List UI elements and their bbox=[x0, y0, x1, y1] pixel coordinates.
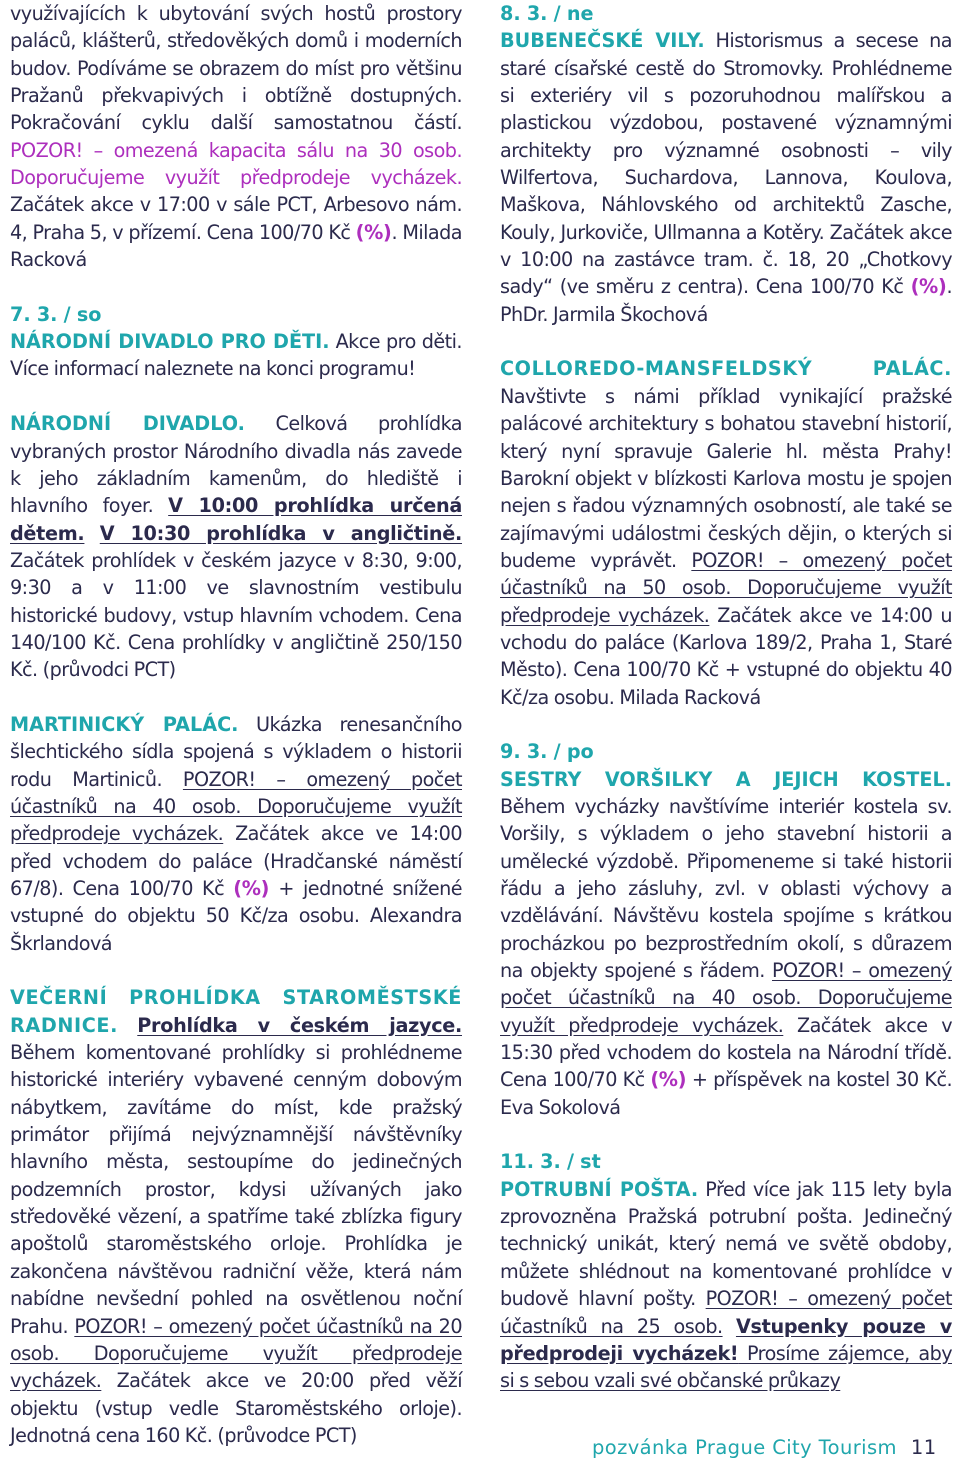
event-text: Začátek akce ve 14:00 před vchodem do paláce (Hradčanské náměstí 67/8). Cena 100/70 Kč bbox=[10, 822, 462, 900]
footer-label: pozvánka Prague City Tourism bbox=[592, 1436, 897, 1459]
spacer bbox=[10, 383, 462, 410]
event-text: Celková prohlídka vybraných prostor Národního divadla nás zavede k jeho základním kamenům, do hlediště i hlavního foyer. bbox=[10, 412, 462, 518]
capacity-warning: POZOR! – omezený počet účastníků na 40 osob. Doporučujeme využít předprodeje vycházek. bbox=[10, 767, 462, 846]
event-title: NÁRODNÍ DIVADLO PRO DĚTI. bbox=[10, 330, 330, 354]
event-bubenecske-vily bbox=[500, 0, 952, 328]
spacer bbox=[10, 273, 462, 300]
event-text: Akce pro děti. Více informací naleznete na konci programu! bbox=[10, 330, 462, 381]
spacer bbox=[500, 711, 952, 738]
left-column bbox=[10, 0, 462, 1449]
event-vecerni-prohlidka bbox=[10, 984, 462, 1449]
event-narodni-divadlo-pro-deti bbox=[10, 301, 462, 383]
event-title: MARTINICKÝ PALÁC. bbox=[10, 712, 239, 736]
event-martinicky-palac bbox=[10, 711, 462, 957]
event-title: SESTRY VORŠILKY A JEJICH KOSTEL. bbox=[500, 767, 952, 791]
event-potrubni-posta bbox=[500, 1148, 952, 1394]
event-text: Prosíme zájemce, aby si s sebou vzali své občanské průkazy bbox=[500, 1341, 952, 1393]
page-number: 11 bbox=[910, 1436, 937, 1459]
english-tour-note: V 10:30 prohlídka v angličtině. bbox=[99, 521, 462, 545]
event-title: VEČERNÍ PROHLÍDKA STAROMĚSTSKÉ RADNICE. bbox=[10, 986, 462, 1037]
discount-badge: (%) bbox=[650, 1068, 687, 1092]
event-text: Během komentované prohlídky si prohlédneme historické interiéry vybavené cenným dobovým nábytkem, zavítáme do míst, kde pražský primátor přijímá nejvýznamnější návštěvníky hlavního města, sestoupíme do jedinečných podzemních prostor, kdysi užívaných jako středověké vězení, a spatříme také zblízka figury apoštolů staroměstského orloje. Prohlídka je zakončena návštěvou radniční věže, která nám nabídne nevšední pohled na osvětlenou noční Prahu. bbox=[10, 1041, 462, 1338]
czech-tour-note: Prohlídka v českém jazyce. bbox=[137, 1013, 462, 1037]
event-title: BUBENEČSKÉ VILY. bbox=[500, 29, 705, 53]
intro-paragraph bbox=[10, 0, 462, 273]
discount-badge: (%) bbox=[910, 275, 947, 299]
intro-details: Začátek akce v 17:00 v sále PCT, Arbesovo nám. 4, Praha 5, v přízemí. Cena 100/70 Kč bbox=[10, 193, 462, 244]
capacity-warning: POZOR! – omezený počet účastníků na 25 osob. bbox=[500, 1287, 952, 1338]
spacer bbox=[10, 957, 462, 984]
event-text: . PhDr. Jarmila Škochová bbox=[500, 275, 952, 326]
page-footer bbox=[592, 1436, 937, 1459]
intro-guide: Milada Racková bbox=[10, 220, 462, 272]
event-text: Navštivte s námi příklad vynikající pražské palácové architektury s bohatou stavební historií, který nyní spravuje Galerie hl. města Prahy! Barokní objekt v blízkosti Karlova mostu je spojen nejen s řadou významných osobností, ale také se zajímavými událostmi českých dějin, o kterých si budeme vyprávět. bbox=[500, 384, 952, 572]
event-title: COLLOREDO-MANSFELDSKÝ PALÁC. bbox=[500, 357, 952, 381]
event-text: Ukázka renesančního šlechtického sídla spojená s výkladem o historii rodu Martiniců. bbox=[10, 712, 462, 791]
event-title: NÁRODNÍ DIVADLO. bbox=[10, 412, 245, 436]
event-sestry-vorsilky bbox=[500, 738, 952, 1121]
presale-only-note: Vstupenky pouze v předprodeji vycházek! bbox=[500, 1314, 952, 1365]
event-text: Začátek akce ve 14:00 u vchodu do paláce (Karlova 189/2, Praha 1, Staré Město). Cena 100/70 Kč + vstupné do objektu 40 Kč/za osobu. Milada Racková bbox=[500, 603, 952, 709]
discount-badge: (%) bbox=[355, 220, 392, 244]
event-narodni-divadlo bbox=[10, 410, 462, 683]
intro-text: využívajících k ubytování svých hostů prostory paláců, klášterů, středověkých domů i moderních budov. Podíváme se obrazem do míst pro většinu Pražanů překvapivých i obtížně dostupných. Pokračování cyklu další samostatnou částí. bbox=[10, 2, 462, 135]
capacity-warning: POZOR! – omezený počet účastníků na 50 osob. Doporučujeme využít předprodeje vycházek. bbox=[500, 548, 952, 627]
capacity-warning: POZOR! – omezený počet účastníků na 20 osob. Doporučujeme využít předprodeje vycházek. bbox=[10, 1314, 462, 1393]
event-date: 9. 3. / po bbox=[500, 740, 594, 764]
spacer bbox=[10, 684, 462, 711]
event-date: 8. 3. / ne bbox=[500, 2, 594, 25]
capacity-warning: POZOR! – omezený počet účastníků na 40 osob. Doporučujeme využít předprodeje vycházek. bbox=[500, 959, 952, 1037]
children-tour-note: V 10:00 prohlídka určená dětem. bbox=[10, 494, 462, 545]
spacer bbox=[500, 328, 952, 355]
spacer bbox=[500, 1121, 952, 1148]
event-text: Historismus a secese na staré císařské cestě do Stromovky. Prohlédneme si exteriéry vil s pozoruhodnou malířskou a plastickou výzdobou, postavené významnými architekty pro významné osobnosti – vily Wilfertova, Suchardova, Lannova, Koulova, Maškova, Náhlovského od architektů Zasche, Kouly, Jurkoviče, Ullmanna a Kotěry. Začátek akce v 10:00 na zastávce tram. č. 18, 20 „Chotkovy sady“ (ve směru z centra). Cena 100/70 Kč bbox=[500, 29, 953, 299]
intro-dot: . bbox=[391, 220, 398, 244]
space bbox=[723, 1315, 736, 1338]
discount-badge: (%) bbox=[233, 877, 270, 900]
event-text: + jednotné snížené vstupné do objektu 50 Kč/za osobu. Alexandra Škrlandová bbox=[10, 877, 462, 955]
event-text: + příspěvek na kostel 30 Kč. Eva Sokolová bbox=[500, 1068, 952, 1119]
event-date: 11. 3. / st bbox=[500, 1150, 601, 1174]
event-title: POTRUBNÍ POŠTA. bbox=[500, 1177, 699, 1201]
event-text: Začátek prohlídek v českém jazyce v 8:30, 9:00, 9:30 a v 11:00 ve slavnostním vestibulu historické budovy, vstup hlavním vchodem. Cena 140/100 Kč. Cena prohlídky v angličtině 250/150 Kč. (průvodci PCT) bbox=[10, 548, 462, 682]
event-text: Během vycházky navštívíme interiér kostela sv. Voršily, s výkladem o jeho stavební historii a umělecké výzdobě. Připomeneme si také historii řádu a jeho zásluhy, zvl. v oblasti výchovy a vzdělávání. Návštěvu kostela spojíme s krátkou procházkou po bezprostředním okolí, s důrazem na objekty spojené s řádem. bbox=[500, 794, 952, 983]
event-date: 7. 3. / so bbox=[10, 302, 102, 326]
event-text: Před více jak 115 lety byla zprovozněna Pražská potrubní pošta. Jedinečný technický unikát, který nemá ve světě obdoby, můžete shlédnout na komentované prohlídce v budově hlavní pošty. bbox=[500, 1177, 952, 1311]
event-colloredo-mansfeldsky-palac bbox=[500, 355, 952, 710]
event-text: Začátek akce v 15:30 před vchodem do kostela na Národní třídě. Cena 100/70 Kč bbox=[500, 1013, 953, 1092]
right-column bbox=[500, 0, 952, 1395]
intro-warning: POZOR! – omezená kapacita sálu na 30 osob. Doporučujeme využít předprodeje vycházek. bbox=[10, 138, 462, 190]
event-text: Začátek akce ve 20:00 před věží objektu (vstup vedle Staroměstského orloje). Jednotná cena 160 Kč. (průvodce PCT) bbox=[10, 1369, 462, 1447]
